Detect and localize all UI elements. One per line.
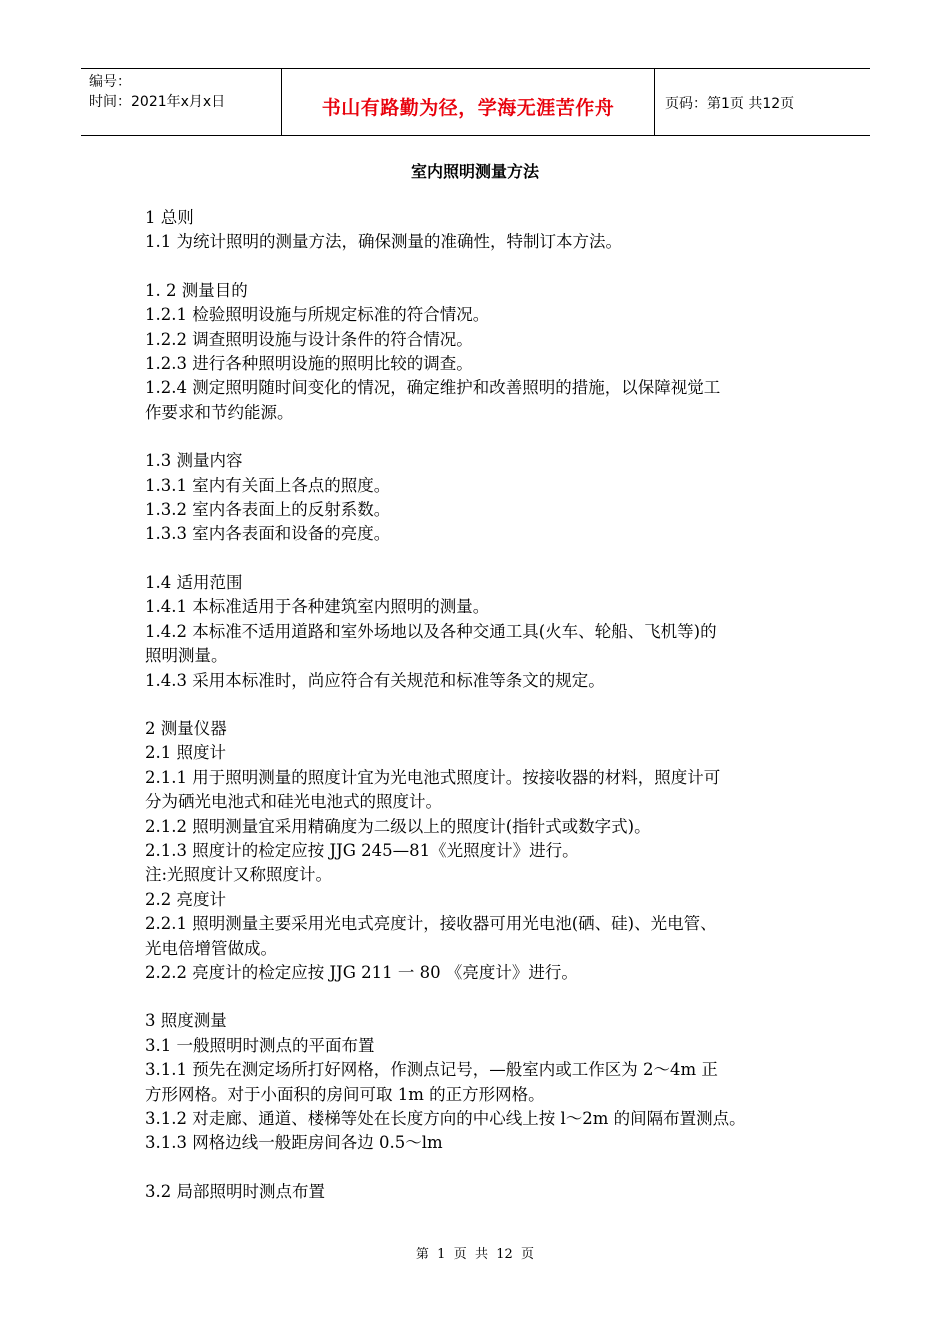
body-line: 1.3.2 室内各表面上的反射系数。: [145, 500, 391, 520]
section-heading: 2 测量仪器: [145, 718, 227, 738]
body-line: 2.1.3 照度计的检定应按 JJG 245—81《光照度计》进行。: [145, 840, 579, 860]
page-footer: 第 1 页 共 12 页: [415, 1247, 535, 1262]
section-gap: [145, 255, 820, 279]
document-title: 室内照明测量方法: [410, 162, 539, 181]
body-line: 2.1.1 用于照明测量的照度计宜为光电池式照度计。按接收器的材料，照度计可: [145, 767, 721, 787]
body-line: 注:光照度计又称照度计。: [145, 865, 333, 885]
header-motto-cell: [282, 69, 655, 135]
section-heading: 3 照度测量: [145, 1011, 227, 1031]
section-heading: 1. 2 测量目的: [145, 280, 248, 300]
body-line: 分为硒光电池式和硅光电池式的照度计。: [145, 792, 442, 812]
document-header: [81, 68, 870, 136]
body-line: 方形网格。对于小面积的房间可取 1m 的正方形网格。: [145, 1084, 545, 1104]
body-line: 2.2.1 照明测量主要采用光电式亮度计，接收器可用光电池(硒、硅)、光电管、: [145, 914, 717, 934]
body-line: 光电倍增管做成。: [145, 938, 277, 958]
section-gap: [145, 1156, 820, 1180]
body-line: 1.2.1 检验照明设施与所规定标准的符合情况。: [145, 305, 490, 325]
body-line: 3.1.2 对走廊、通道、楼梯等处在长度方向的中心线上按 l～2m 的间隔布置测点。: [145, 1109, 746, 1128]
section-gap: [145, 693, 820, 717]
body-line: 1.4.1 本标准适用于各种建筑室内照明的测量。: [145, 597, 490, 617]
body-line: 作要求和节约能源。: [145, 402, 294, 422]
body-line: 1.3.1 室内有关面上各点的照度。: [145, 475, 391, 495]
page-info: 页码：第1页 共12页: [665, 96, 795, 112]
section-heading: 1 总则: [145, 208, 194, 227]
body-line: 1.2.3 进行各种照明设施的照明比较的调查。: [145, 354, 473, 374]
section-heading: 3.2 局部照明时测点布置: [145, 1181, 325, 1201]
section-gap: [145, 985, 820, 1009]
body-line: 1.3.3 室内各表面和设备的亮度。: [145, 524, 391, 544]
body-line: 2.2 亮度计: [145, 889, 226, 909]
body-line: 2.1.2 照明测量宜采用精确度为二级以上的照度计(指针式或数字式)。: [145, 816, 651, 836]
header-page-cell: [655, 69, 870, 135]
header-meta-cell: [81, 69, 282, 135]
body-line: 1.2.2 调查照明设施与设计条件的符合情况。: [145, 329, 473, 349]
body-line: 1.4.3 采用本标准时，尚应符合有关规范和标准等条文的规定。: [145, 670, 605, 690]
section-heading: 1.4 适用范围: [145, 572, 243, 592]
body-line: 3.1.3 网格边线一般距房间各边 0.5～lm: [145, 1133, 443, 1153]
body-line: 3.1 一般照明时测点的平面布置: [145, 1035, 375, 1055]
section-heading: 1.3 测量内容: [145, 451, 243, 471]
body-line: 2.1 照度计: [145, 743, 226, 763]
date-label: 时间：2021年x月x日: [89, 94, 226, 110]
document-body: [145, 206, 820, 1204]
body-line: 2.2.2 亮度计的检定应按 JJG 211 一 80 《亮度计》进行。: [145, 962, 578, 982]
number-label: 编号：: [89, 74, 131, 90]
section-gap: [145, 425, 820, 449]
body-line: 1.1 为统计照明的测量方法，确保测量的准确性，特制订本方法。: [145, 232, 622, 252]
body-line: 照明测量。: [145, 646, 228, 666]
motto-text: 书山有路勤为径，学海无涯苦作舟: [321, 96, 615, 119]
body-line: 3.1.1 预先在测定场所打好网格，作测点记号，—般室内或工作区为 2～4m 正: [145, 1060, 718, 1080]
body-line: 1.4.2 本标准不适用道路和室外场地以及各种交通工具(火车、轮船、飞机等)的: [145, 621, 717, 641]
body-line: 1.2.4 测定照明随时间变化的情况，确定维护和改善照明的措施，以保障视觉工: [145, 378, 721, 398]
section-gap: [145, 547, 820, 571]
